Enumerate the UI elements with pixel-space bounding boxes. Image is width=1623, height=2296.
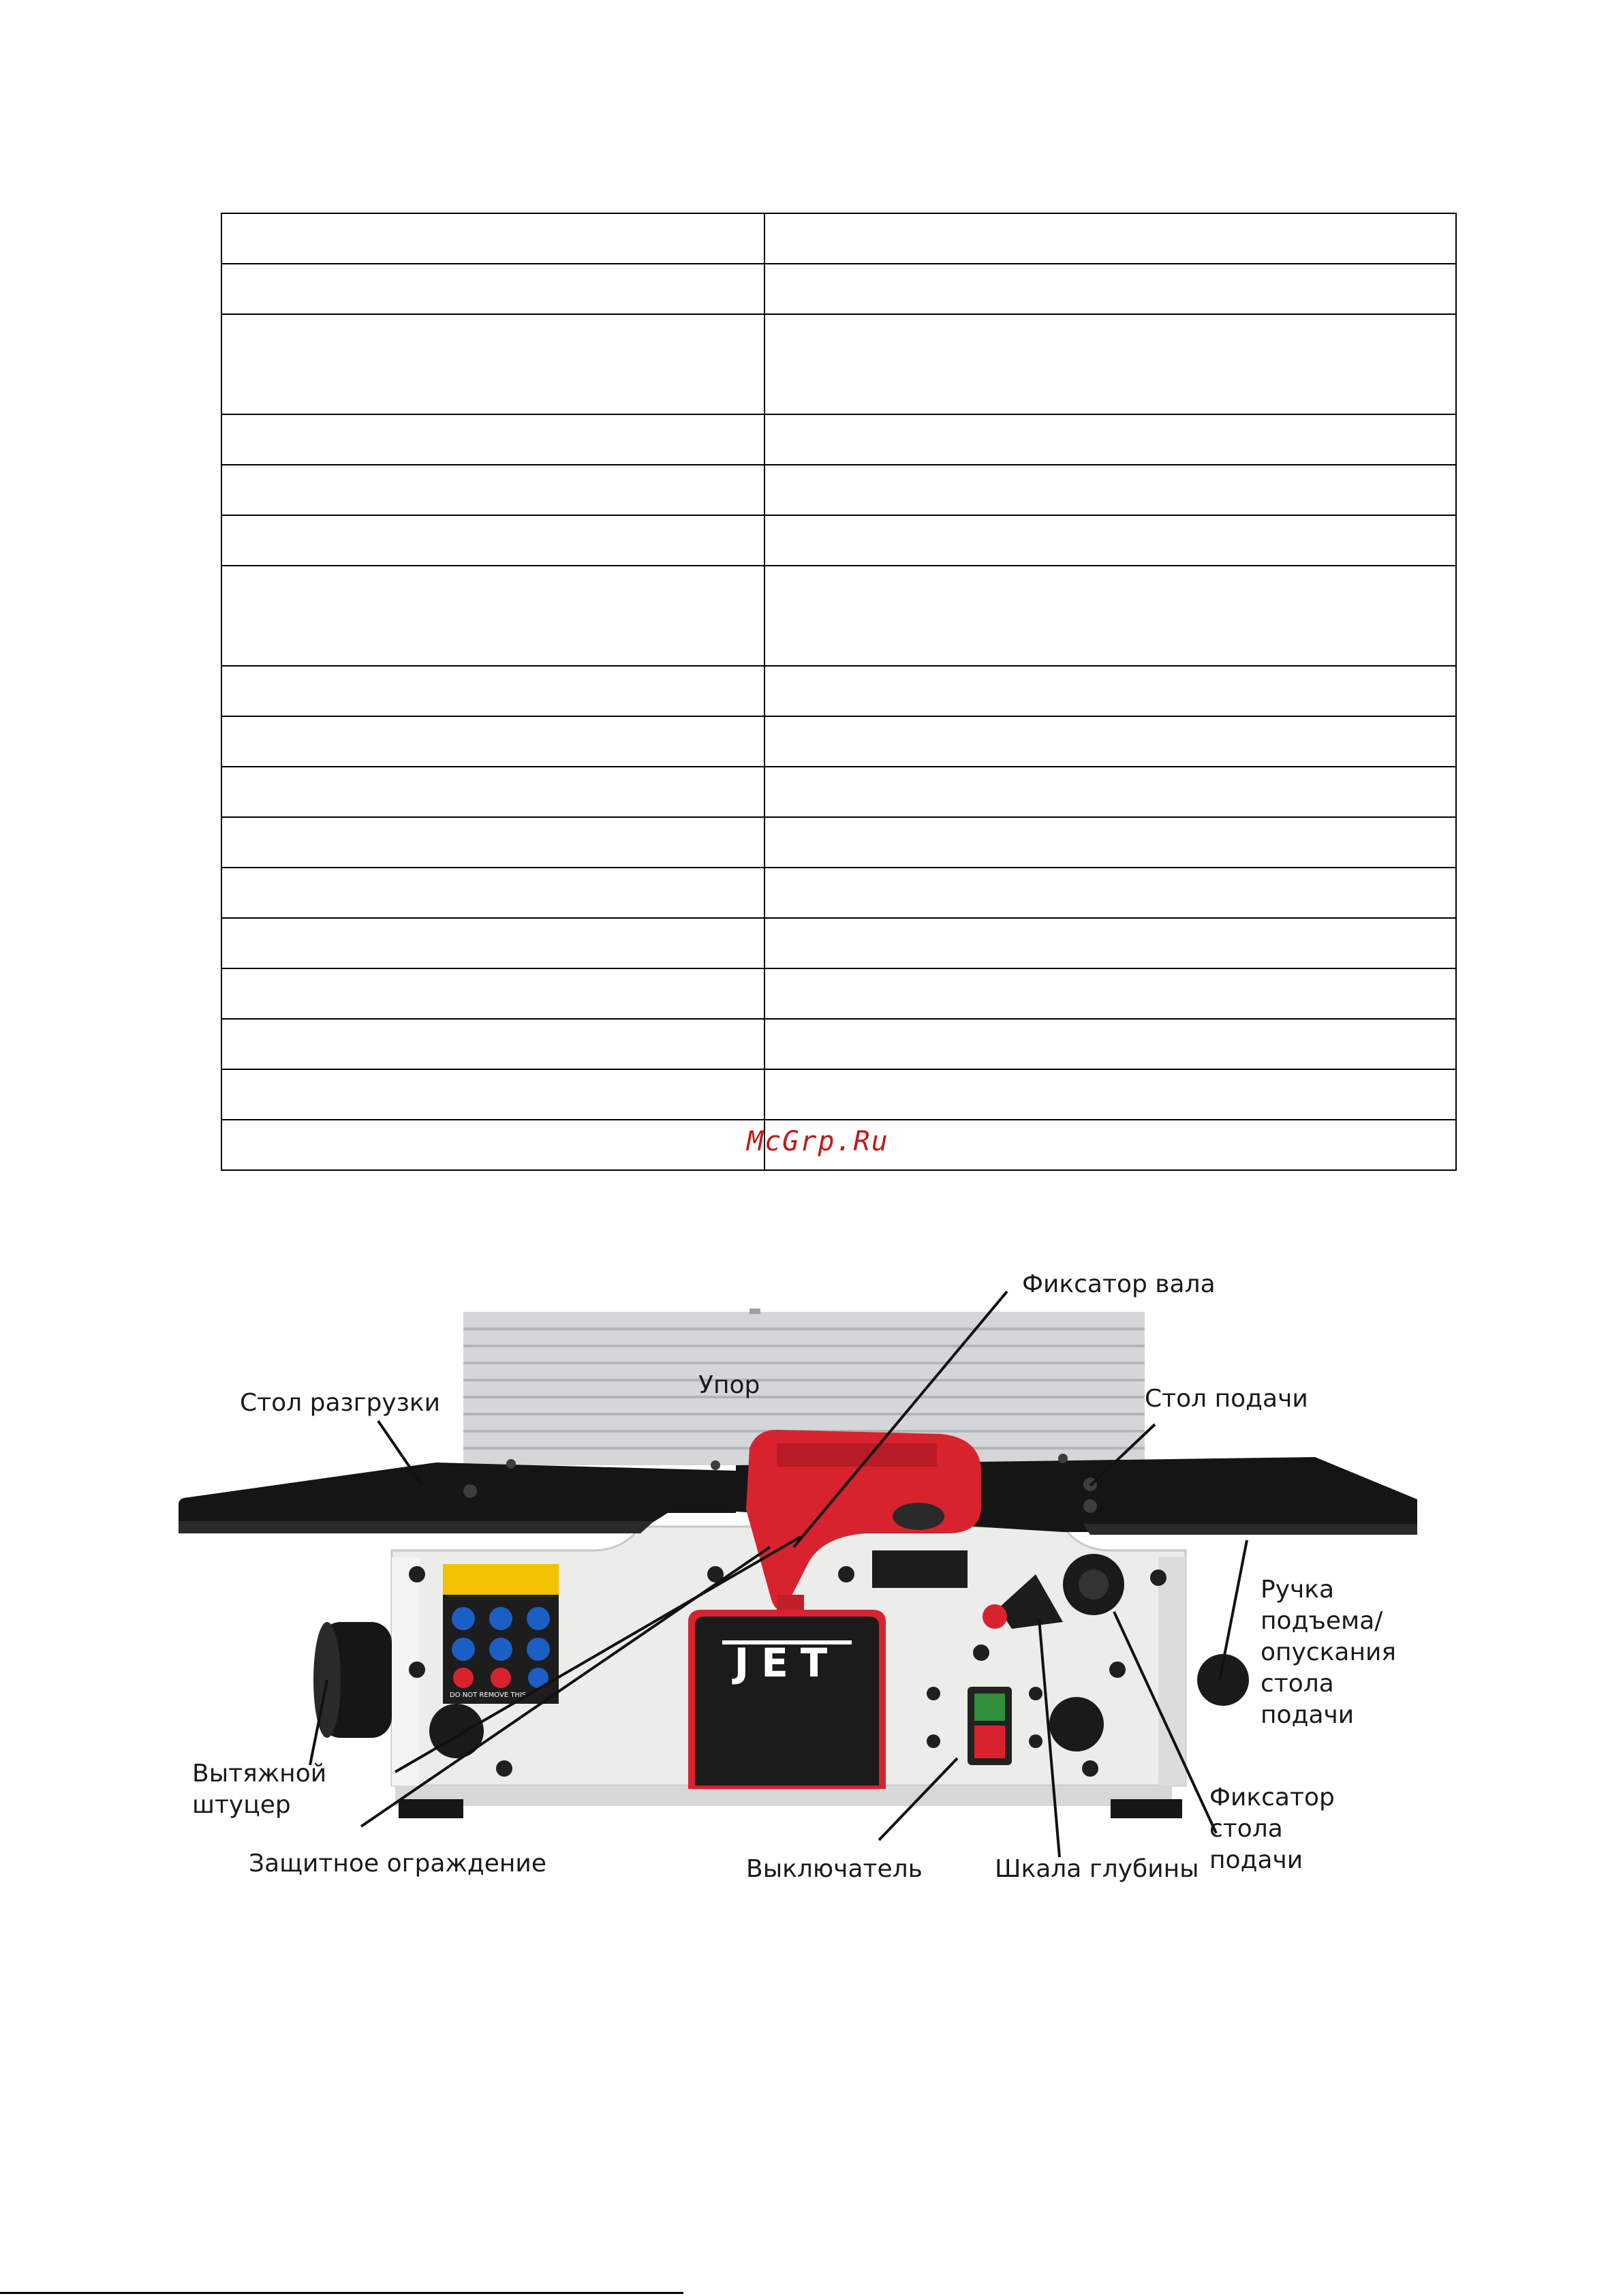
label-switch: Выключатель	[746, 1855, 923, 1883]
safety-sign	[443, 1564, 559, 1704]
label-infeed-table: Стол подачи	[1145, 1385, 1308, 1413]
label-table-lock: Фиксатор стола подачи	[1209, 1784, 1335, 1874]
label-guard: Защитное ограждение	[249, 1850, 546, 1878]
port-left	[429, 1704, 484, 1758]
watermark-text[interactable]: McGrp.Ru	[747, 1126, 889, 1157]
label-shaft-lock: Фиксатор вала	[1022, 1270, 1216, 1298]
brand-logo: JET	[734, 1640, 840, 1686]
foot-left	[399, 1799, 463, 1818]
label-outfeed-table: Стол разгрузки	[240, 1389, 440, 1417]
safety-sign-caption: DO NOT REMOVE THIS	[450, 1692, 527, 1699]
port-right	[1049, 1697, 1104, 1751]
footnote-separator	[0, 2292, 683, 2294]
dust-port-graphic	[313, 1622, 392, 1738]
jet-panel	[688, 1610, 886, 1789]
label-depth-scale: Шкала глубины	[995, 1855, 1199, 1883]
power-switch-graphic	[968, 1687, 1012, 1765]
label-dust-port: Вытяжной штуцер	[192, 1760, 327, 1819]
foot-right	[1111, 1799, 1182, 1818]
label-height-knob: Ручка подъема/ опускания стола подачи	[1261, 1576, 1397, 1729]
label-fence: Упор	[698, 1371, 760, 1399]
